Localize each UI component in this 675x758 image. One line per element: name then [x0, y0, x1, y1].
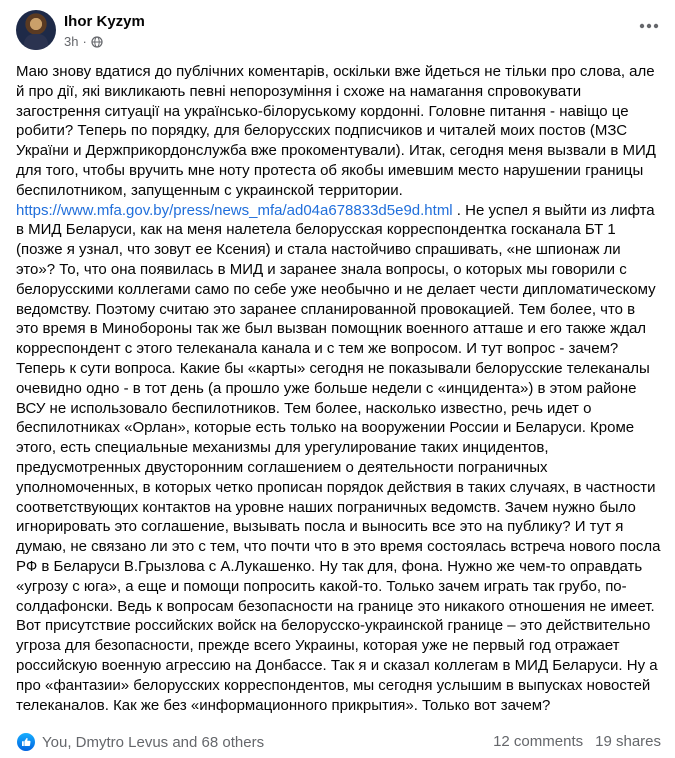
like-icon: [16, 732, 36, 752]
shares-count[interactable]: 19 shares: [595, 733, 661, 750]
post-body: [16, 62, 661, 715]
engagement-counts: [493, 733, 661, 750]
more-options-icon[interactable]: [637, 14, 661, 38]
post-footer: [16, 728, 661, 756]
comments-count[interactable]: 12 comments: [493, 733, 584, 750]
post-header: [16, 10, 661, 54]
author-avatar[interactable]: [16, 10, 56, 50]
post-link[interactable]: https://www.mfa.gov.by/press/news_mfa/ad04a678833d5e9d.html: [16, 201, 453, 219]
meta-separator: ·: [82, 34, 87, 49]
post-meta: [64, 34, 103, 49]
post-text-part-1: Маю знову вдатися до публічних коментарів, оскільки вже йдеться не тільки про слова, але й про дії, які викликають певні непорозуміння і схоже на намагання спровокувати загострення ситуації на українсько-білоруському кордонні. Головне питання - навіщо це робити? Теперь по порядку, для белорусских подписчиков и читалей моих постов (МЗС України и Держприкордонслужба вже прокоментували). Итак, сегодня меня вызвали в МИД для того, чтобы вручить мне ноту протеста об якобы имевшим место нарушении границы беспилотником, запущенным с украинской территории.: [16, 63, 656, 199]
author-name[interactable]: Ihor Kyzym: [64, 13, 145, 30]
reactions-text[interactable]: You, Dmytro Levus and 68 others: [42, 733, 265, 751]
post-time[interactable]: 3h: [64, 34, 79, 49]
reactions-summary[interactable]: [16, 732, 264, 752]
globe-icon[interactable]: [91, 36, 103, 48]
post-text-part-2: . Не успел я выйти из лифта в МИД Беларуси, как на меня налетела белорусская корреспондентка госканала БТ 1 (позже я узнал, что зовут ее Ксения) и стала настойчиво спрашивать, «не шпионаж ли это»? То, что она появилась в МИД и заранее знала вопросы, о которых мы говорили с белорусскими коллегами само по себе уже необычно и не делает чести дипломатическому ведомству. Поэтому считаю это заранее спланированной провокацией. Тем более, что в это время в Минобороны так же был вызван помощник военного атташе и его также ждал корреспондент с этого телеканала канала и с тем же вопросом. И тут вопрос - зачем? Теперь к сути вопроса. Какие бы «карты» сегодня не показывали белорусские телеканалы очевидно одно - в тот день (а прошло уже больше недели с «инцидента») в этом районе ВСУ не использовало беспилотников. Тем более, насколько известно, речь идет о беспилотниках «Орлан», которые есть только на вооружении России и Беларуси. Кроме этого, есть специальные механизмы для урегулирование таких инцидентов, предусмотренных двусторонним соглашением о деятельности пограничных уполномоченных, в которых четко прописан порядок действия в таких случаях, в частности соответствующих контактов на уровне наших пограничных ведомств. Зачем нужно было игнорировать это соглашение, вызывать посла и выносить все это на публику? И тут я думаю, не связано ли это с тем, что почти что в это время состоялась встреча нового посла РФ в Беларуси В.Грызлова с А.Лукашенко. Ну так для, фона. Нужно же чем-то оправдать «угрозу с юга», а еще и помощи попросить какой-то. Только зачем играть так грубо, по-солдафонски. Ведь к вопросам безопасности на границе это никакого отношения не имеет. Вот присутствие российских войск на белорусско-украинской границе – это действительно угроза для безопасности, прежде всего Украины, которая уже не первый год отражает российскую военную агрессию на Донбассе. Так я и сказал коллегам в МИД Беларуси. Ну а про «фантазии» белорусских корреспондентов, мы сегодня услышим в выпусках новостей телеканалов. Как же без «информационного прикрытия». Только вот зачем?: [16, 201, 661, 714]
